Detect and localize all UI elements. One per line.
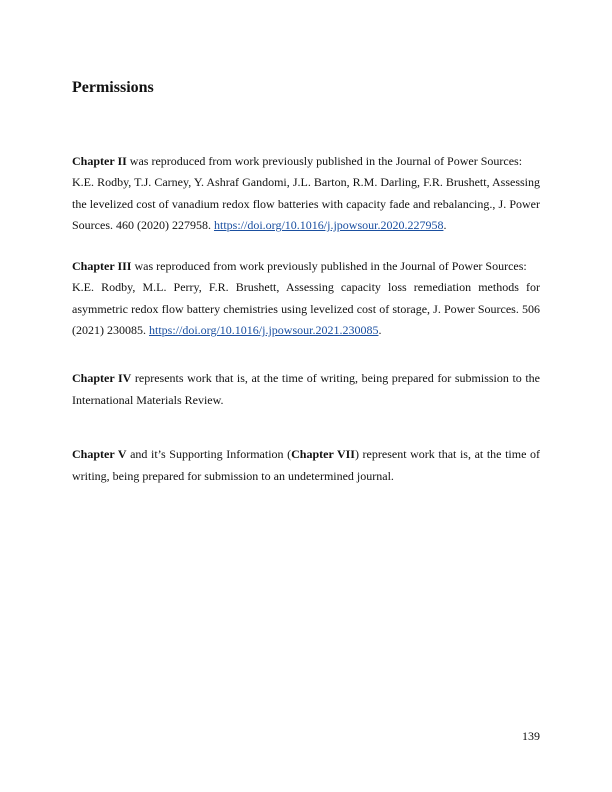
- statement-text: represents work that is, at the time of writing, being prepared for submission to the International Materials Review.: [72, 371, 540, 407]
- chapter-label: Chapter III: [72, 259, 132, 273]
- chapter-label: Chapter II: [72, 154, 127, 168]
- doi-link[interactable]: https://doi.org/10.1016/j.jpowsour.2020.227958: [213, 218, 444, 232]
- chapter-ii-statement: [72, 151, 540, 173]
- statement-text: ) represent work that is, at the time of writing, being prepared for submission to an undetermined journal.: [72, 447, 541, 483]
- chapter-label: Chapter V: [72, 447, 127, 461]
- page-number: 139: [522, 729, 540, 743]
- citation-text: K.E. Rodby, T.J. Carney, Y. Ashraf Gandomi, J.L. Barton, R.M. Darling, F.R. Brushett, Assessing the levelized cost of vanadium redox flow batteries with capacity fade and rebalancing., J. Power Sources. 460 (2020) 227958.: [72, 175, 540, 232]
- statement-text: and it’s Supporting Information (: [126, 447, 292, 461]
- statement-text: was reproduced from work previously published in the Journal of Power Sources:: [131, 259, 527, 273]
- statement-text: was reproduced from work previously published in the Journal of Power Sources:: [126, 154, 523, 168]
- page-title: Permissions: [72, 79, 154, 96]
- chapter-label: Chapter IV: [72, 371, 132, 385]
- chapter-iii-citation: K.E. Rodby, M.L. Perry, F.R. Brushett, Assessing capacity loss remediation methods for asymmetric redox flow battery chemistries using levelized cost of storage, J. Power Sources. 506 (2021) 230085. https://doi.org/10.1016/j.jpowsour.2021.230085.: [72, 280, 540, 337]
- chapter-iii-statement: [72, 256, 540, 278]
- citation-text: K.E. Rodby, M.L. Perry, F.R. Brushett, Assessing capacity loss remediation methods for asymmetric redox flow battery chemistries using levelized cost of storage, J. Power Sources. 506 (2021) 230085.: [72, 280, 540, 337]
- chapter-ii-citation: K.E. Rodby, T.J. Carney, Y. Ashraf Gandomi, J.L. Barton, R.M. Darling, F.R. Brushett, Assessing the levelized cost of vanadium redox flow batteries with capacity fade and rebalancing., J. Power Sources. 460 (2020) 227958. https://doi.org/10.1016/j.jpowsour.2020.227958.: [72, 175, 540, 232]
- chapter-iv-statement: [72, 368, 540, 411]
- chapter-v-statement: [72, 444, 540, 487]
- chapter-label: Chapter VII: [291, 447, 355, 461]
- doi-link[interactable]: https://doi.org/10.1016/j.jpowsour.2021.230085: [149, 323, 379, 337]
